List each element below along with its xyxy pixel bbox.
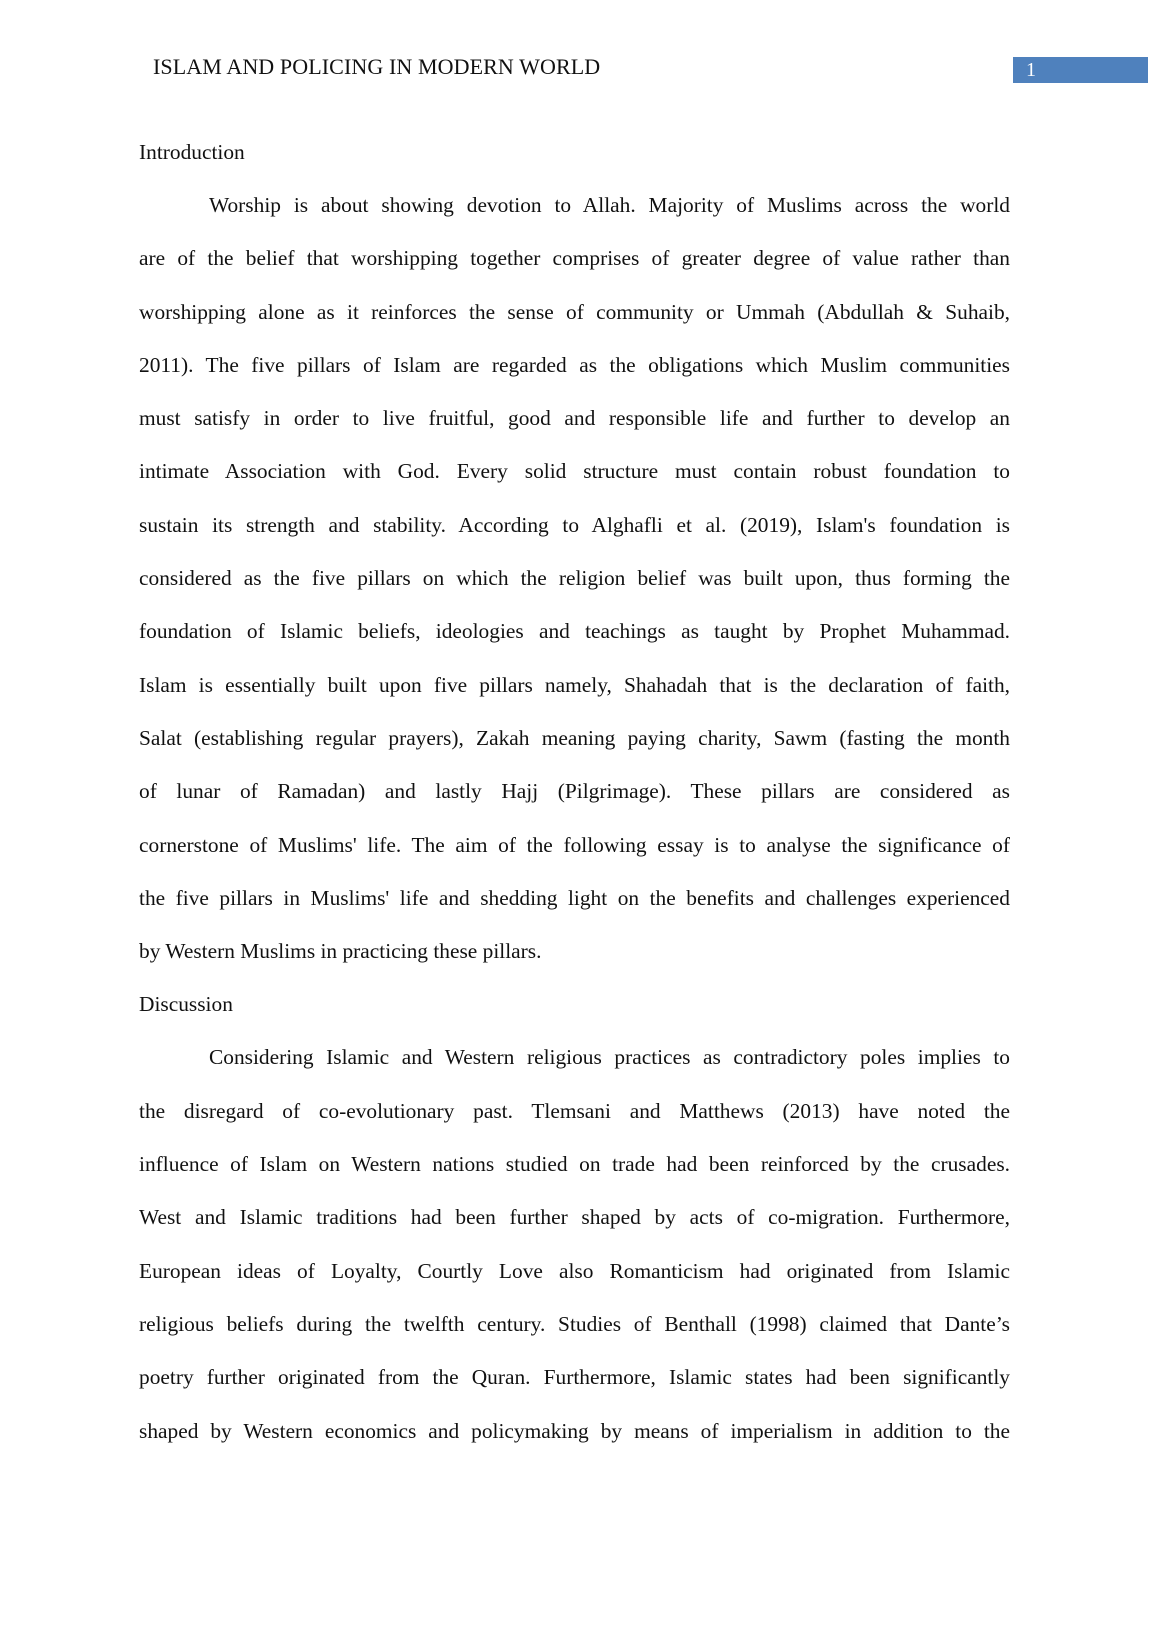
paragraph-line: 2011). The five pillars of Islam are regarded as the obligations which Muslim communities [139,352,1010,377]
paragraph-line: considered as the five pillars on which the religion belief was built upon, thus forming the [139,566,1010,591]
document-body [139,126,1010,1458]
paragraph-line: the disregard of co-evolutionary past. Tlemsani and Matthews (2013) have noted the [139,1098,1010,1123]
paragraph-line: cornerstone of Muslims' life. The aim of the following essay is to analyse the significance of [139,832,1010,857]
paragraph-line: intimate Association with God. Every solid structure must contain robust foundation to [139,459,1010,484]
paragraph-line: influence of Islam on Western nations studied on trade had been reinforced by the crusades. [139,1152,1010,1177]
section-heading-discussion: Discussion [139,992,233,1017]
paragraph-line: are of the belief that worshipping together comprises of greater degree of value rather than [139,246,1010,271]
paragraph-line: the five pillars in Muslims' life and shedding light on the benefits and challenges experienced [139,885,1010,910]
paragraph-line: poetry further originated from the Quran. Furthermore, Islamic states had been significantly [139,1365,1010,1390]
page-number-box [1013,57,1148,83]
paragraph-line: religious beliefs during the twelfth century. Studies of Benthall (1998) claimed that Dante’s [139,1311,1010,1336]
paragraph-line: worshipping alone as it reinforces the sense of community or Ummah (Abdullah & Suhaib, [139,299,1010,324]
paragraph-line: Islam is essentially built upon five pillars namely, Shahadah that is the declaration of faith, [139,672,1010,697]
paragraph-line: shaped by Western economics and policymaking by means of imperialism in addition to the [139,1418,1010,1443]
paragraph-line: must satisfy in order to live fruitful, good and responsible life and further to develop an [139,406,1010,431]
paragraph-line: foundation of Islamic beliefs, ideologies and teachings as taught by Prophet Muhammad. [139,619,1010,644]
paragraph-line: of lunar of Ramadan) and lastly Hajj (Pilgrimage). These pillars are considered as [139,779,1010,804]
running-header-title: ISLAM AND POLICING IN MODERN WORLD [153,54,601,79]
paragraph-line: sustain its strength and stability. According to Alghafli et al. (2019), Islam's foundation is [139,512,1010,537]
paragraph-line: Worship is about showing devotion to Allah. Majority of Muslims across the world [209,193,1010,217]
paragraph-line: by Western Muslims in practicing these pillars. [139,939,542,964]
paragraph-line: European ideas of Loyalty, Courtly Love also Romanticism had originated from Islamic [139,1258,1010,1283]
page-number: 1 [1026,59,1036,81]
paragraph-line: West and Islamic traditions had been further shaped by acts of co-migration. Furthermore, [139,1205,1010,1230]
paragraph-line: Salat (establishing regular prayers), Zakah meaning paying charity, Sawm (fasting the month [139,725,1010,750]
paragraph-line: Considering Islamic and Western religious practices as contradictory poles implies to [209,1045,1010,1070]
section-heading-introduction: Introduction [139,140,245,164]
